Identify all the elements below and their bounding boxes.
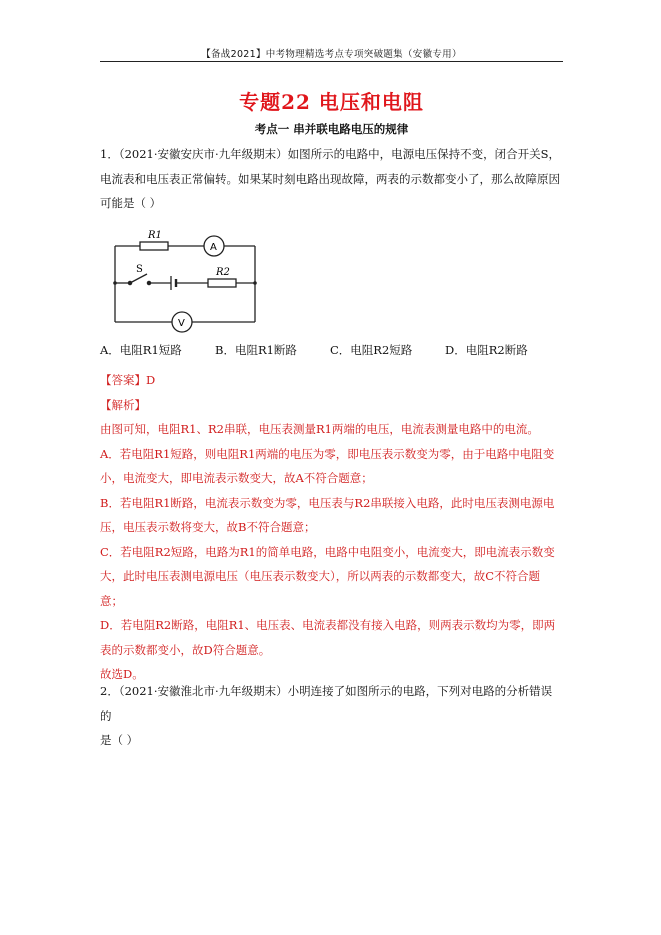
label-r2: R2 — [216, 267, 230, 278]
label-switch: S — [136, 264, 143, 275]
option-c: C．电阻R2短路 — [330, 343, 413, 357]
question-2-line: 2．（2021·安徽淮北市·九年级期末）小明连接了如图所示的电路，下列对电路的分析错误的 — [100, 684, 553, 723]
resistor-r2-symbol — [208, 279, 236, 287]
circuit-junction — [253, 281, 257, 285]
analysis-line: 小，电流变大，即电流表示数变大，故A不符合题意； — [100, 471, 373, 485]
question-1-line: 1．（2021·安徽安庆市·九年级期末）如图所示的电路中，电源电压保持不变，闭合开关S， — [100, 147, 561, 161]
circuit-junction — [113, 281, 117, 285]
analysis-line: 压，电压表示数将变大，故B不符合题意； — [100, 520, 316, 534]
analysis-line: 由图可知，电阻R1、R2串联，电压表测量R1两端的电压，电流表测量电路中的电流。 — [100, 422, 539, 436]
header-divider — [100, 61, 563, 62]
analysis-line: 故选D。 — [100, 667, 144, 681]
page-header: 【备战2021】中考物理精选考点专项突破题集（安徽专用） — [201, 49, 462, 60]
voltmeter-icon: V — [178, 318, 185, 329]
question-2-stem — [100, 679, 563, 753]
analysis-line: B．若电阻R1断路，电流表示数变为零，电压表与R2串联接入电路，此时电压表测电源电 — [100, 495, 555, 510]
option-b: B．电阻R1断路 — [215, 343, 297, 357]
answer-label: 【答案】D — [100, 373, 156, 387]
analysis-line: D．若电阻R2断路，电阻R1、电压表、电流表都没有接入电路，则两表示数均为零，即两 — [100, 618, 556, 632]
analysis-line: 大，此时电压表测电源电压（电压表示数变大），所以两表的示数都变大，故C不符合题意； — [100, 569, 541, 608]
section-subtitle: 考点一 串并联电路电压的规律 — [254, 122, 409, 136]
answer-block — [100, 368, 563, 687]
question-1-line: 电流表和电压表正常偏转。如果某时刻电路出现故障，两表的示数都变小了，那么故障原因 — [100, 171, 560, 186]
analysis-line: 表的示数都变小，故D符合题意。 — [100, 642, 271, 657]
section-title: 专题22 电压和电阻 — [239, 90, 424, 114]
option-a: A．电阻R1短路 — [100, 343, 182, 357]
resistor-r1-symbol — [140, 242, 168, 250]
analysis-label: 【解析】 — [100, 397, 146, 412]
circuit-diagram — [100, 228, 270, 333]
label-r1: R1 — [148, 230, 162, 241]
switch-lever-symbol — [130, 274, 147, 283]
question-1-line: 可能是（ ） — [100, 196, 162, 210]
question-1-stem — [100, 142, 563, 216]
analysis-line: A．若电阻R1短路，则电阻R1两端的电压为零，即电压表示数变为零，由于电路中电阻变 — [100, 446, 555, 461]
ammeter-icon: A — [210, 242, 217, 253]
analysis-line: C．若电阻R2短路，电路为R1的简单电路，电路中电阻变小，电流变大，即电流表示数变 — [100, 544, 555, 559]
question-2-line: 是（ ） — [100, 733, 139, 747]
option-d: D．电阻R2断路 — [445, 343, 528, 357]
